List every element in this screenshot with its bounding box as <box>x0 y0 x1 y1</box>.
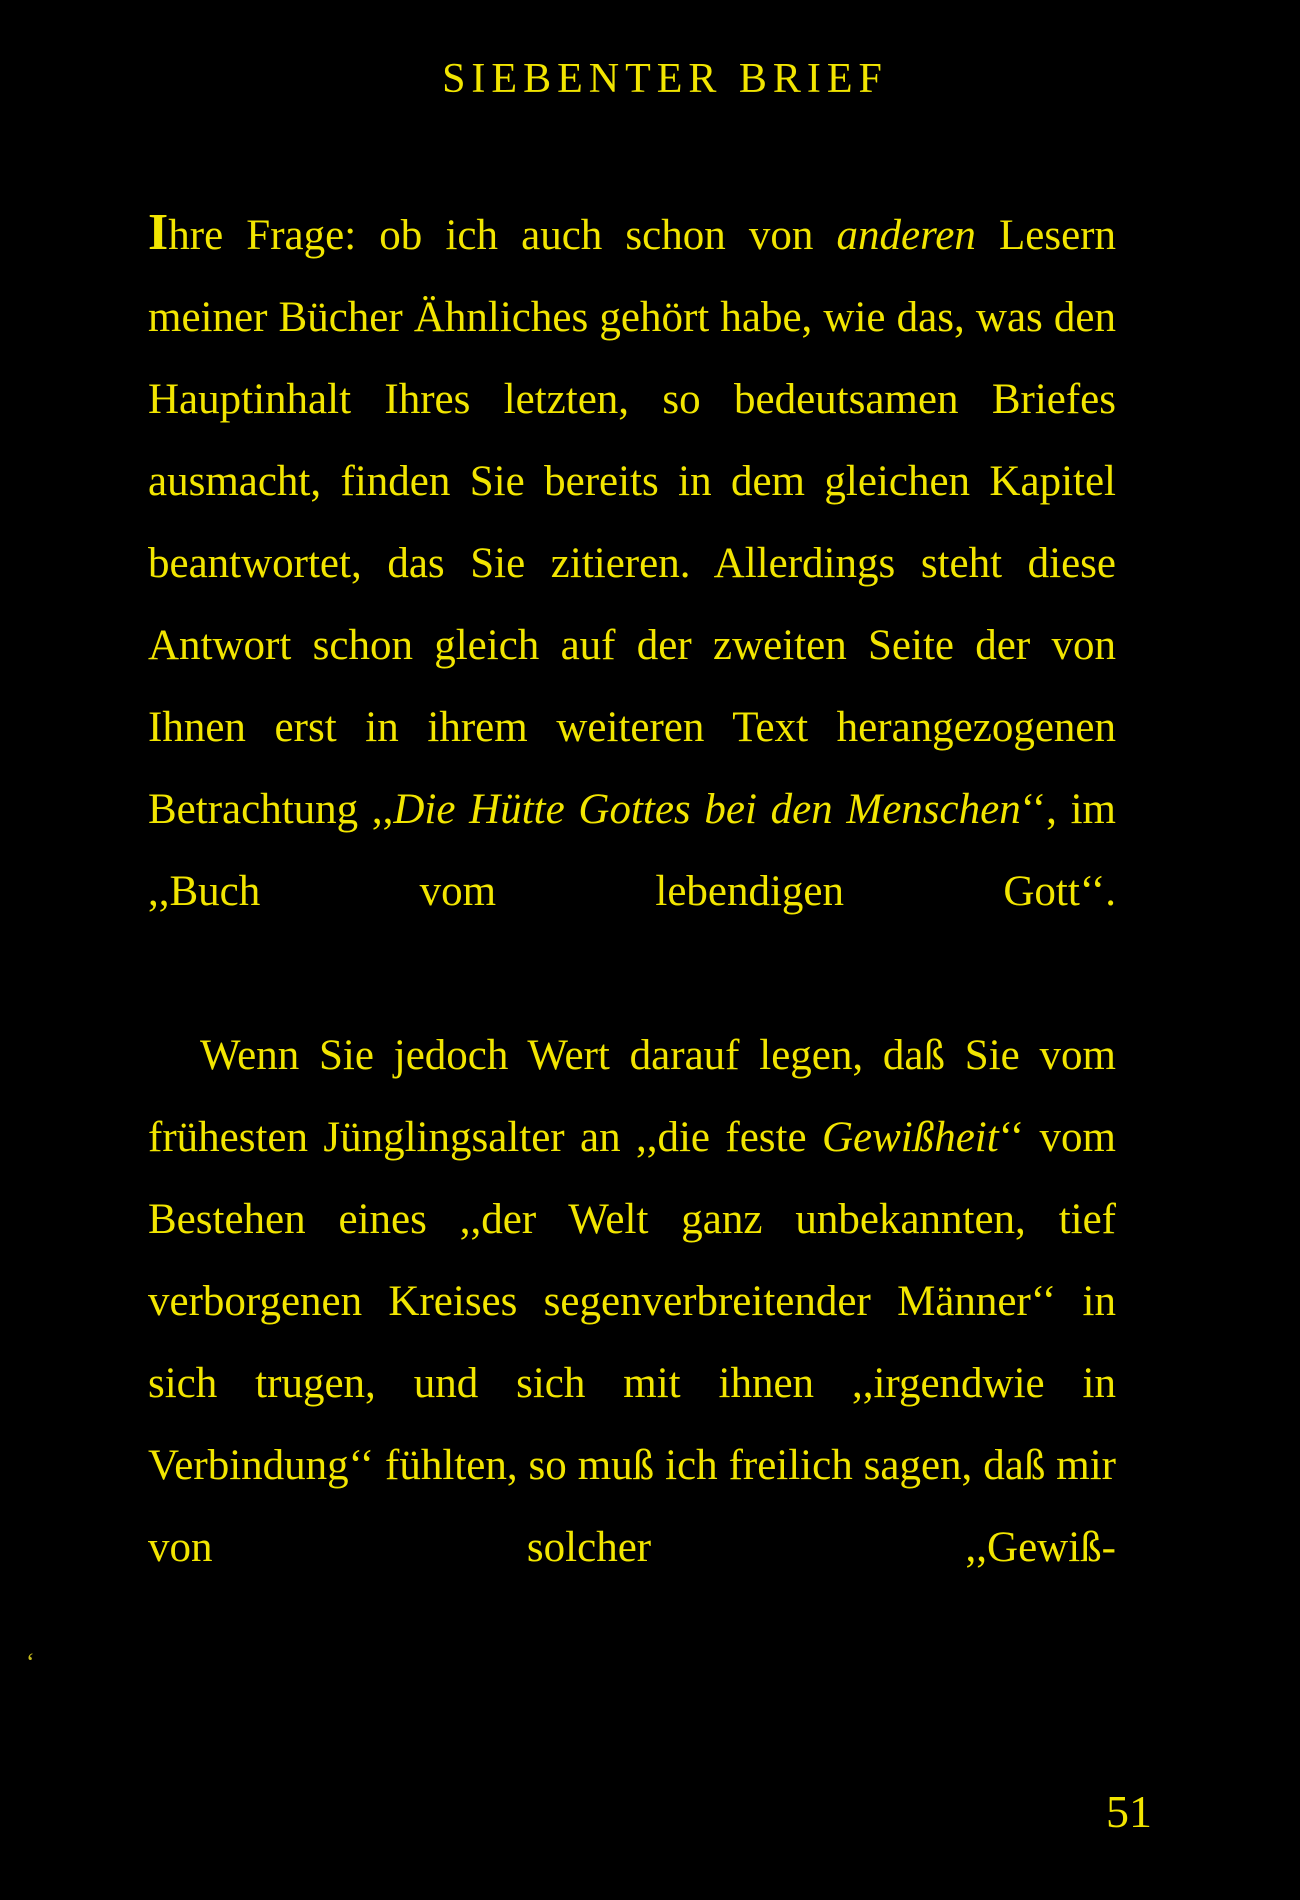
text-run: Wenn Sie jedoch Wert darauf legen, daß Sie vom frühesten Jünglingsalter an ,,die feste <box>148 1032 1116 1161</box>
paragraph-2 <box>148 1015 1116 1671</box>
paragraph-1 <box>148 195 1116 1015</box>
text-run: ‘‘ vom Bestehen eines ,,der Welt ganz unbekannten, tief verborgenen Kreises segenverbreitender Männer‘‘ in sich trugen, und sich mit ihnen ,,irgendwie in Verbindung‘‘ fühlten, so muß ich freilich sagen, daß mir von solcher ,,Gewiß- <box>148 1114 1116 1571</box>
text-run-italic: Gewißheit <box>821 1114 999 1161</box>
margin-mark: ‘ <box>26 1648 35 1677</box>
page-title: SIEBENTER BRIEF <box>442 56 888 102</box>
text-run: hre Frage: ob ich auch schon von <box>168 212 837 259</box>
text-run-italic: Die Hütte Gottes bei den Menschen <box>393 786 1021 833</box>
body-text <box>148 195 1116 1671</box>
page-number: 51 <box>1106 1786 1152 1837</box>
text-run-italic: anderen <box>836 212 976 259</box>
drop-cap: I <box>148 204 169 261</box>
text-run: Lesern meiner Bücher Ähnliches gehört habe, wie das, was den Hauptinhalt Ihres letzten, so bedeutsamen Briefes ausmacht, finden Sie bereits in dem gleichen Kapitel beantwortet, das Sie zitieren. Allerdings steht diese Antwort schon gleich auf der zweiten Seite der von Ihnen erst in ihrem weiteren Text herangezogenen Betrachtung ,, <box>148 212 1116 833</box>
text-run: ‘‘, im ,,Buch vom lebendigen Gott‘‘. <box>148 786 1116 915</box>
